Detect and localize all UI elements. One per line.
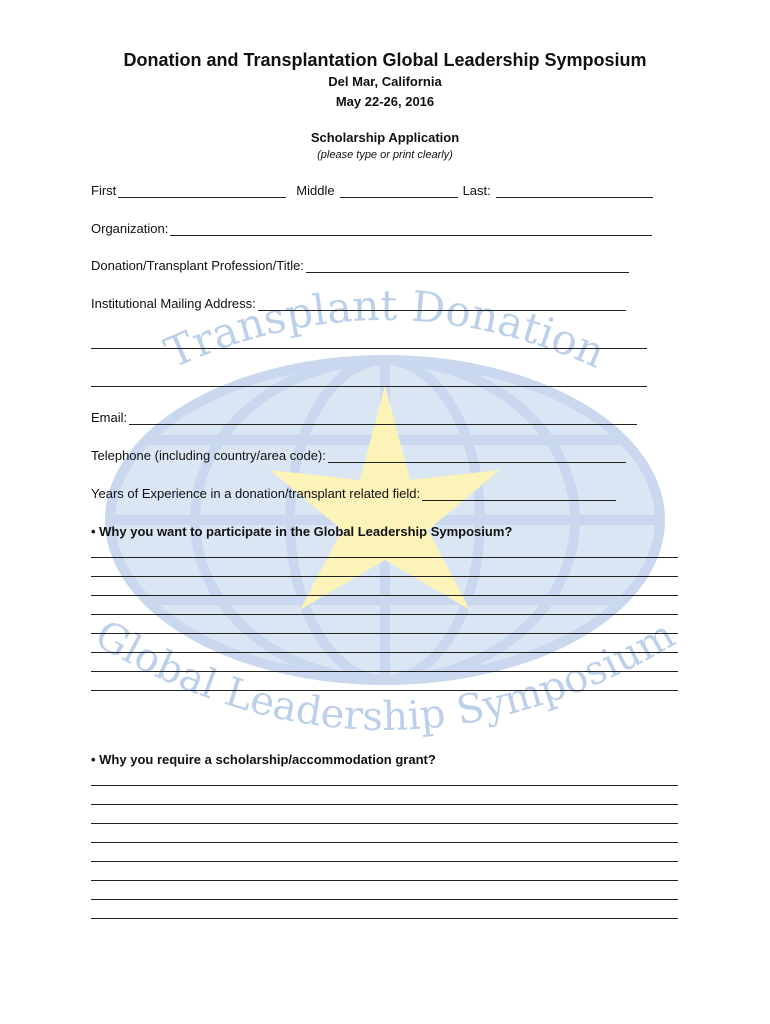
email-field[interactable] [129,410,637,425]
answer-line[interactable] [91,652,678,653]
answer-line[interactable] [91,614,678,615]
profession-row [91,255,629,273]
telephone-field[interactable] [328,448,626,463]
address-field[interactable] [258,296,626,311]
form-title: Scholarship Application [310,130,460,145]
answer-line[interactable] [91,918,678,919]
first-name-field[interactable] [118,183,286,198]
event-dates: May 22-26, 2016 [335,94,435,109]
experience-field[interactable] [422,486,616,501]
form-instruction: (please type or print clearly) [317,149,453,161]
answer-line[interactable] [91,785,678,786]
experience-label: Years of Experience in a donation/transplant related field: [91,486,421,501]
organization-row [91,218,652,236]
answer-line[interactable] [91,823,678,824]
answer-line[interactable] [91,671,678,672]
address-label: Institutional Mailing Address: [91,296,256,311]
question-scholarship: • Why you require a scholarship/accommodation grant? [91,752,436,767]
answer-line[interactable] [91,899,678,900]
watermark-top-text: Transplant Donation [157,280,613,378]
answer-line[interactable] [91,804,678,805]
document-title: Donation and Transplantation Global Leadership Symposium [123,50,647,70]
address-row [91,293,626,311]
address-line-2[interactable] [91,348,647,349]
answer-line[interactable] [91,633,678,634]
answer-line[interactable] [91,842,678,843]
answer-line[interactable] [91,557,678,558]
answer-line[interactable] [91,861,678,862]
answer-line[interactable] [91,880,678,881]
email-label: Email: [91,410,128,425]
telephone-row [91,445,626,463]
experience-row [91,483,616,501]
email-row [91,407,637,425]
first-name-label: First [91,183,117,198]
profession-label: Donation/Transplant Profession/Title: [91,258,304,273]
last-name-label: Last: [462,183,491,198]
name-row [91,180,653,198]
organization-field[interactable] [170,221,652,236]
answer-line[interactable] [91,690,678,691]
event-location: Del Mar, California [328,74,442,89]
answer-line[interactable] [91,595,678,596]
middle-name-field[interactable] [340,183,458,198]
profession-field[interactable] [306,258,629,273]
telephone-label: Telephone (including country/area code): [91,448,326,463]
watermark-bottom-text: Global Leadership Symposium [87,611,683,741]
middle-name-label: Middle [296,183,335,198]
last-name-field[interactable] [496,183,653,198]
address-line-3[interactable] [91,386,647,387]
answer-line[interactable] [91,576,678,577]
organization-label: Organization: [91,221,169,236]
question-participate: • Why you want to participate in the Global Leadership Symposium? [91,524,513,539]
